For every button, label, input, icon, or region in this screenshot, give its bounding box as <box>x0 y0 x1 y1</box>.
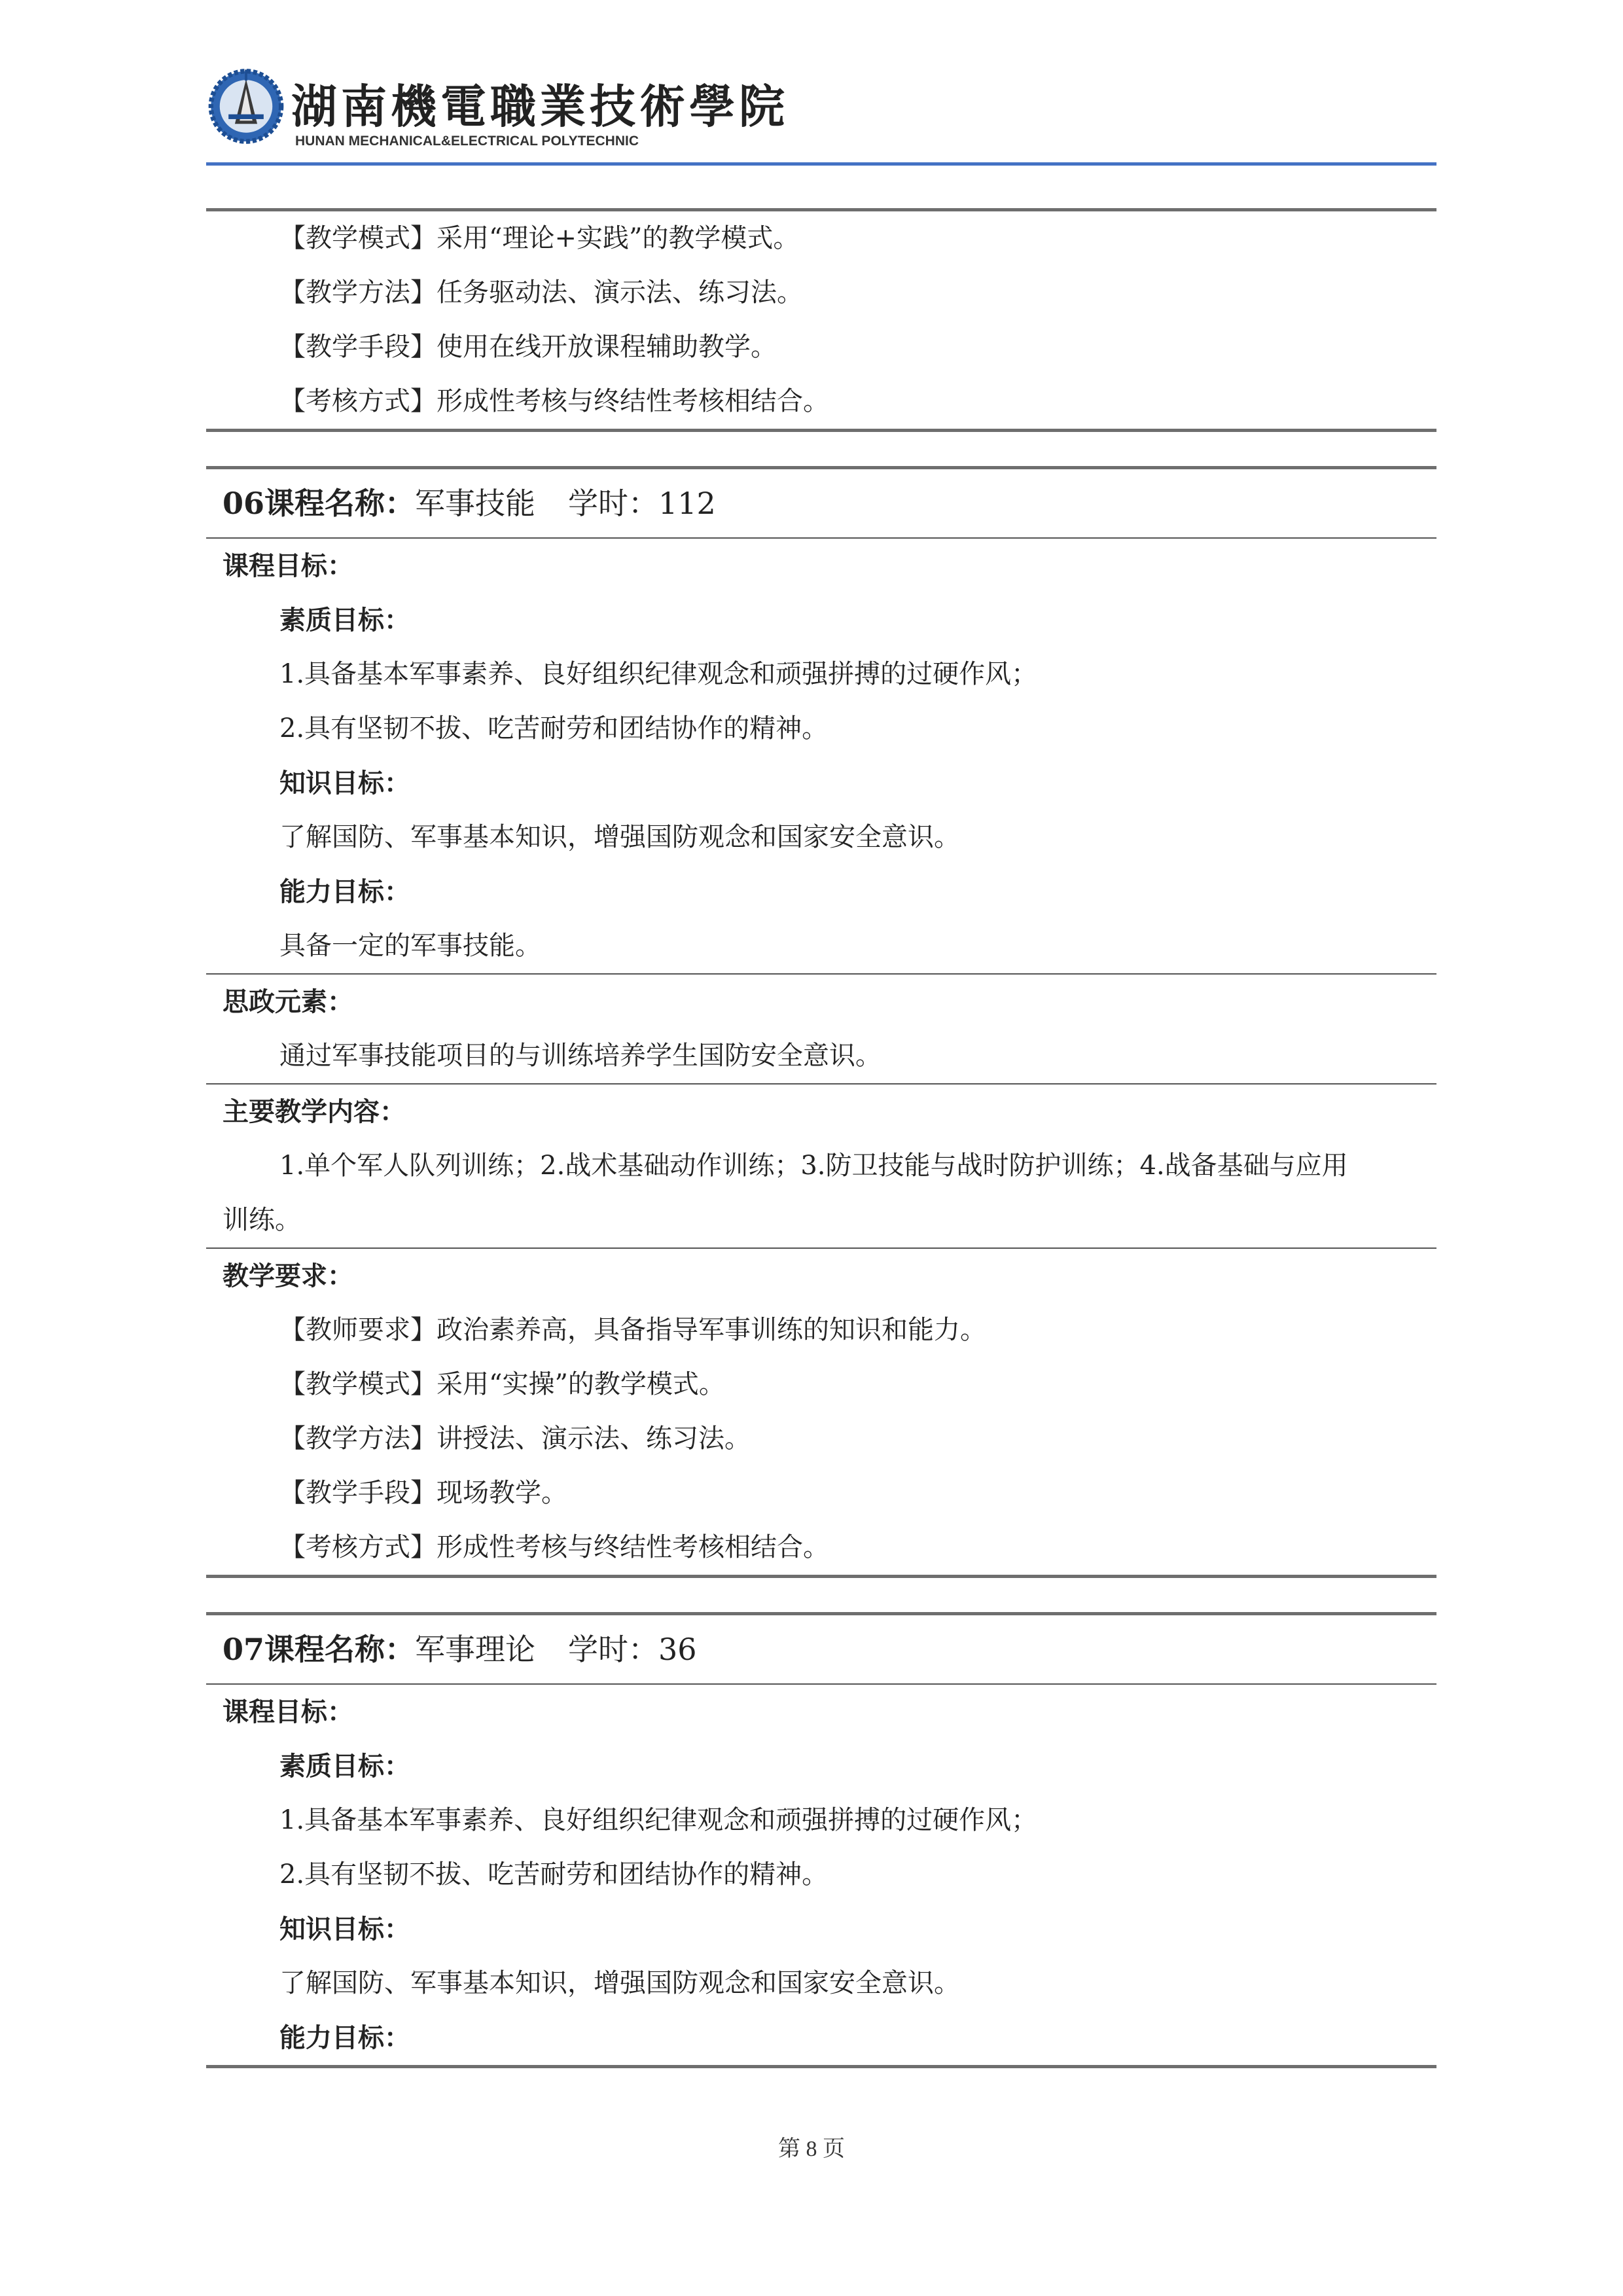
ability-heading: 能力目标： <box>279 876 410 907</box>
goals-heading: 课程目标： <box>223 1696 353 1727</box>
text-line: 【教学方法】任务驱动法、演示法、练习法。 <box>279 278 803 308</box>
content-heading: 主要教学内容： <box>223 1096 406 1127</box>
course-name-label: 课程名称： <box>264 1632 416 1667</box>
text-line: 【教学手段】使用在线开放课程辅助教学。 <box>279 332 777 362</box>
ability-heading: 能力目标： <box>279 2022 410 2053</box>
course-title-06 <box>206 469 1436 537</box>
text-line: 【考核方式】形成性考核与终结性考核相结合。 <box>279 386 829 416</box>
text-line: 【教学方法】讲授法、演示法、练习法。 <box>279 1424 751 1454</box>
text-line: 训练。 <box>223 1205 301 1235</box>
text-line: 1.具备基本军事素养、良好组织纪律观念和顽强拼搏的过硬作风； <box>279 659 1038 689</box>
section-divider <box>206 2065 1436 2068</box>
page-content <box>206 208 1436 2068</box>
quality-heading: 素质目标： <box>279 605 410 636</box>
course-hours: 36 <box>658 1632 697 1667</box>
page-header <box>206 62 1436 167</box>
knowledge-heading: 知识目标： <box>279 768 410 798</box>
course-name: 军事技能 <box>415 486 536 521</box>
course-title-07 <box>206 1615 1436 1683</box>
text-line: 2.具有坚韧不拔、吃苦耐劳和团结协作的精神。 <box>279 1859 829 1890</box>
text-line: 2.具有坚韧不拔、吃苦耐劳和团结协作的精神。 <box>279 713 829 744</box>
text-line: 1.单个军人队列训练；2.战术基础动作训练；3.防卫技能与战时防护训练；4.战备基础与应用 <box>279 1151 1348 1181</box>
text-line: 了解国防、军事基本知识，增强国防观念和国家安全意识。 <box>279 822 960 852</box>
goals-heading: 课程目标： <box>223 550 353 581</box>
text-line: 【教学手段】现场教学。 <box>279 1478 567 1508</box>
course-number: 07 <box>223 1632 265 1667</box>
course-hours-label: 学时： <box>568 1632 659 1667</box>
course-name-label: 课程名称： <box>264 486 416 521</box>
text-line: 【教学模式】采用“理论+实践”的教学模式。 <box>279 223 800 253</box>
text-line: 【教师要求】政治素养高，具备指导军事训练的知识和能力。 <box>279 1315 986 1345</box>
school-name-cn: 湖南機電職業技術學院 <box>291 79 789 134</box>
text-line: 【考核方式】形成性考核与终结性考核相结合。 <box>279 1532 829 1562</box>
school-logo-icon <box>206 65 286 145</box>
course-hours-label: 学时： <box>568 486 659 521</box>
header-divider <box>206 162 1436 166</box>
school-name-en: HUNAN MECHANICAL&ELECTRICAL POLYTECHNIC <box>295 134 639 149</box>
text-line: 通过军事技能项目的与训练培养学生国防安全意识。 <box>279 1041 882 1071</box>
knowledge-heading: 知识目标： <box>279 1914 410 1945</box>
ideology-heading: 思政元素： <box>223 986 353 1017</box>
text-line: 1.具备基本军事素养、良好组织纪律观念和顽强拼搏的过硬作风； <box>279 1805 1038 1835</box>
quality-heading: 素质目标： <box>279 1751 410 1782</box>
course-number: 06 <box>223 486 265 521</box>
text-line: 了解国防、军事基本知识，增强国防观念和国家安全意识。 <box>279 1968 960 1998</box>
requirements-heading: 教学要求： <box>223 1261 353 1291</box>
page-number: 第 8 页 <box>778 2137 845 2161</box>
text-line: 【教学模式】采用“实操”的教学模式。 <box>279 1369 725 1399</box>
text-line: 具备一定的军事技能。 <box>279 931 541 961</box>
course-name: 军事理论 <box>415 1632 536 1667</box>
course-hours: 112 <box>658 486 716 521</box>
